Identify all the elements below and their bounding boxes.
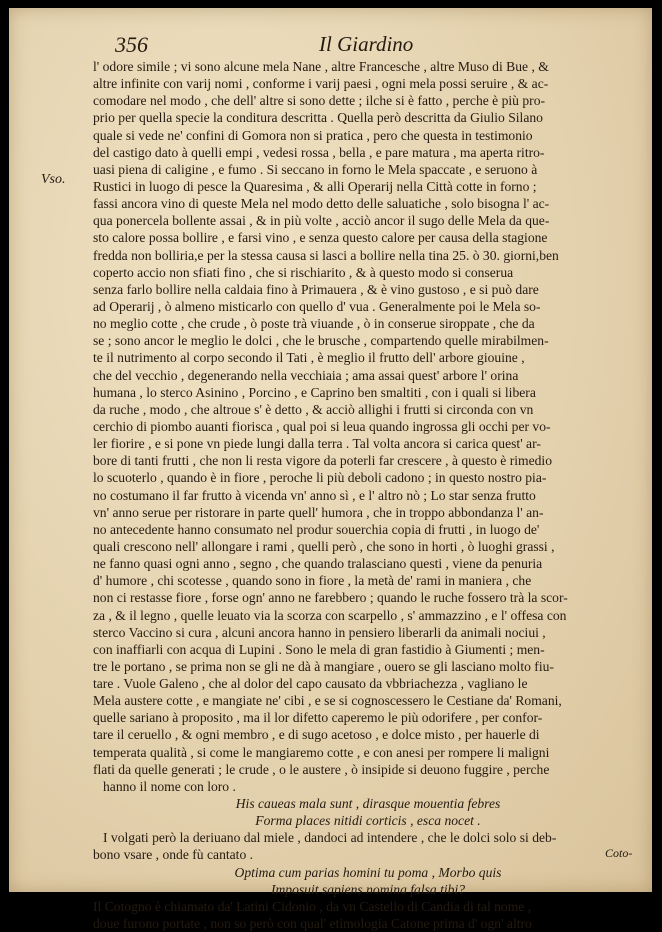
text-line: d' humore , chi scotesse , quando sono in fiore , la metà de' rami in maniera , che (93, 573, 532, 589)
text-line: quelle sariano à proposito , ma il lor difetto caperemo le più odorifere , per confor- (93, 710, 543, 726)
text-line: cerchio di piombo auanti fiorisca , qual poi si leua quando ingrossa gli occhi per vo- (93, 418, 551, 434)
page-header (9, 32, 652, 60)
text-line: za , & il legno , quelle leuato via la scorza con scarpello , s' ammazzino , e l' offesa con (93, 607, 567, 623)
text-line: hanno il nome con loro . (103, 778, 236, 794)
book-page (9, 8, 652, 932)
text-line: da ruche , modo , che altroue s' è detto , & acciò allighi i frutti si circonda con vn (93, 401, 534, 417)
text-line: ne fanno quasi ogni anno , segno , che quando tralasciano questi , viene da penuria (93, 556, 543, 572)
text-line: ler fiorire , e si pone vn piede lungi dalla terra . Tal volta ancora si carica quest' ar- (93, 436, 541, 452)
text-line: bore di tanti frutti , che non li resta vigore da poterli far crescere , à questo è rimedio (93, 453, 552, 469)
text-line: che del vecchio , degenerando nella vecchiaia ; ama assai quest' arbore l' orina (93, 367, 519, 383)
text-line: tare . Vuole Galeno , che al dolor del capo causato da vbbriachezza , vagliano le (93, 676, 528, 692)
text-line: quale si vede ne' confini di Gomora non si pratica , pero che questa in testimonio (93, 127, 533, 143)
text-line: uasi piena di caligine , e fumo . Si seccano in forno le Mela spaccate , e seruono à (93, 161, 538, 177)
text-line: fredda non bolliria,e per la stessa causa si lasci a bollire nella tina 25. ò 30. giorni,ben (93, 247, 559, 263)
text-line: sterco Vaccino si cura , alcuni ancora hanno in pensiero liberarli da animali nociui , (93, 624, 546, 640)
text-line: fassi ancora vino di queste Mela nel modo detto delle saluatiche , solo bisogna l' ac- (93, 196, 550, 212)
running-title: Il Giardino (319, 32, 414, 56)
verse-line: His caueas mala sunt , dirasque mouentia febres (235, 796, 501, 812)
catchword: Coto- (605, 846, 633, 860)
page-number: 356 (115, 32, 148, 57)
text-line: coperto accio non sfiati fino , che si rischiarito , & à questo modo si conserua (93, 264, 514, 280)
text-line: comodare nel modo , che dell' altre si sono dette ; ilche si è fatto , perche è più pro- (93, 93, 546, 109)
text-line: humana , lo sterco Asinino , Porcino , e Caprino ben smaltiti , con i quali si libera (93, 384, 536, 400)
text-line: non ci restasse fiore , forse ogn' anno ne farebbero ; quando le ruche fossero trà la scor- (93, 590, 568, 606)
text-line: sto calore possa bollire , e farsi vino , e senza questo calore per causa della stagione (93, 230, 548, 246)
text-line: te il nutrimento al corpo secondo il Tati , è meglio il frutto dell' arbore giouine , (93, 350, 525, 366)
text-line: senza farlo bollire nella caldaia fino à Primauera , & è vino gustoso , e si può dare (93, 281, 539, 297)
verse-line: Imposuit sapiens nomina falsa tibi? (270, 881, 466, 897)
text-line: no costumano il far frutto à vicenda vn' anno sì , e l' altro nò ; Lo star senza frutto (93, 487, 536, 503)
text-line: Il Cotogno è chiamato da' Latini Cidonio , da vn Castello di Candia di tal nome , (93, 898, 532, 914)
text-line: quali crescono nell' allongare i rami , quelli però , che sono in horti , ò luoghi grassi , (93, 538, 555, 554)
body-text (93, 58, 643, 932)
text-line: bono vsare , onde fù cantato . (93, 847, 254, 863)
text-line: prio per quella specie la conditura descritta . Quella però descritta da Giulio Silano (93, 110, 543, 126)
text-line: altre infinite con varij nomi , conforme i varij paesi , ogni mela possi seruire , & ac- (93, 76, 549, 92)
text-line: l' odore simile ; vi sono alcune mela Nane , altre Francesche , altre Muso di Bue , & (93, 59, 549, 74)
text-line: no meglio cotte , che crude , ò poste trà viuande , ò in conserue siroppate , che da (93, 316, 535, 332)
text-line: se ; sono ancor le meglio le dolci , che le brusche , compartendo quelle mirabilmen- (93, 333, 549, 349)
verse-line: Optima cum parias homini tu poma , Morbo quis (234, 864, 502, 880)
text-line: qua ponercela bollente assai , & in più volte , acciò ancor il sugo delle Mela da que- (93, 213, 550, 229)
text-line: no antecedente hanno consumato nel produr souerchia copia di frutti , in luogo de' (93, 521, 540, 537)
text-line: I volgati però la deriuano dal miele , dandoci ad intendere , che le dolci solo si deb- (103, 830, 557, 846)
verse-line: Forma places nitidi corticis , esca nocet . (255, 813, 481, 829)
text-line: lo scuoterlo , quando è in fiore , peroche li più deboli cadono ; in questo nostro pia- (93, 470, 547, 486)
text-line: vn' anno serue per ristorare in parte quell' humora , che in troppo abbondanza l' an- (93, 504, 544, 520)
text-line: con inaffiarli con acqua di Lupini . Sono le mela di gran fastidio à Giumenti ; men- (93, 641, 545, 657)
text-line: temperata qualità , si come le mangiaremo cotte , e con anesi per rompere li maligni (93, 744, 550, 760)
margin-note: Vso. (41, 172, 66, 187)
text-line: Mela austere cotte , e mangiate ne' cibi , e se si cognoscessero le Cestiane da' Romani, (93, 693, 562, 709)
text-line: flati da quelle generati ; le crude , o le austere , ò insipide si deuono fuggire , perche (93, 761, 550, 777)
text-line: ad Operarij , ò almeno misticarlo con quello d' vua . Generalmente poi le Mela so- (93, 298, 541, 314)
text-line: Rustici in luogo di pesce la Quaresima , & alli Operarij nella Città cotte in forno ; (93, 178, 537, 194)
text-line: doue furono portate , non so però con qual' etimologia Catone prima d' ogn' altro (93, 916, 532, 932)
text-line: tare il ceruello , & ogni membro , e di sugo acetoso , e dolce misto , per hauerle di (93, 727, 540, 743)
text-line: tre le portano , se prima non se gli ne dà à mangiare , ouero se gli lasciano molto fiu- (93, 658, 554, 674)
text-line: del castigo dato à quelli empi , vedesi rossa , bella , e pare matura , ma aperta ritro- (93, 144, 545, 160)
